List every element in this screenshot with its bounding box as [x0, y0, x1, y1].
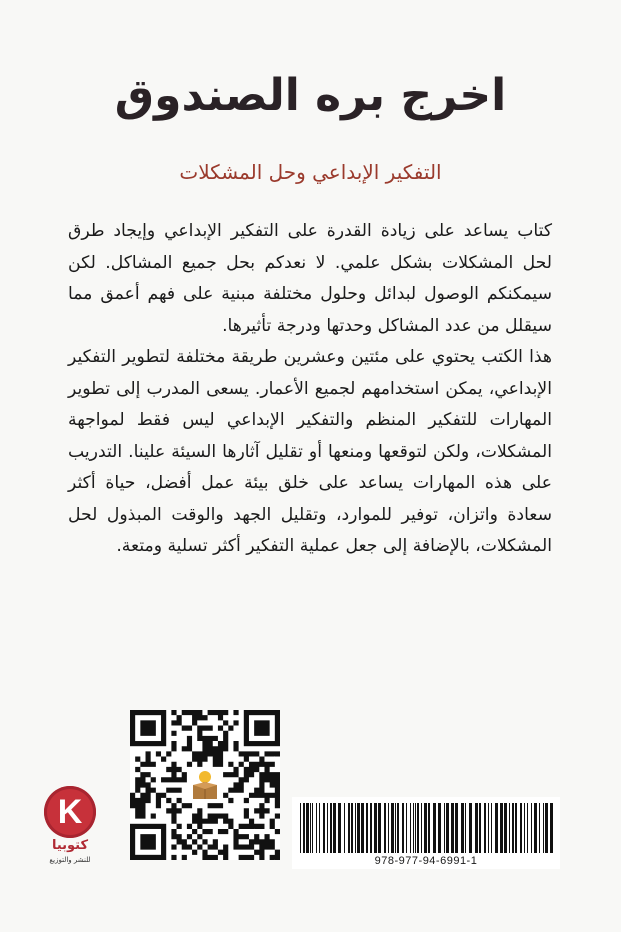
description-paragraph-2: هذا الكتب يحتوي على مئتين وعشرين طريقة مختلفة لتطوير التفكير الإبداعي، يمكن استخدامهم لجميع الأعمار. يسعى المدرب إلى تطوير المهارات للتفكير المنظم والتفكير الإبداعي ليس فقط لمواجهة المشكلات، ولكن لتوقعها ومنعها أو تقليل آثارها السيئة علينا. التدريب على هذه المهارات يساعد على خلق بيئة عمل أفضل، حياة أكثر سعادة واتزان، توفير للموارد، وتقليل الجهد والوقت المبذول لحل المشكلات، بالإضافة إلى جعل عملية التفكير أكثر تسلية ومتعة. — [68, 347, 552, 556]
publisher-logo — [40, 786, 100, 870]
book-subtitle: التفكير الإبداعي وحل المشكلات — [179, 160, 442, 184]
box-lightbulb-icon — [187, 767, 223, 803]
qr-code[interactable] — [130, 710, 280, 860]
barcode-bars — [292, 797, 560, 857]
book-description — [68, 216, 552, 563]
book-title: اخرج بره الصندوق — [114, 70, 507, 121]
isbn-number: 978-977-94-6991-1 — [374, 855, 478, 867]
publisher-tagline: للنشر والتوزيع — [49, 856, 91, 864]
publisher-name: كتوبيا — [51, 838, 89, 853]
publisher-logo-circle — [44, 786, 96, 838]
description-paragraph-1: كتاب يساعد على زيادة القدرة على التفكير الإبداعي وإيجاد طرق لحل المشكلات بشكل علمي. لا نعدكم بحل جميع المشاكل. لكن سيمكنكم الوصول لبدائل وحلول مختلفة مبنية على فهم أعمق مما سيقلل من عدد المشاكل وحدتها ودرجة تأثيرها. — [68, 221, 552, 336]
publisher-logo-letter: K — [57, 793, 83, 831]
